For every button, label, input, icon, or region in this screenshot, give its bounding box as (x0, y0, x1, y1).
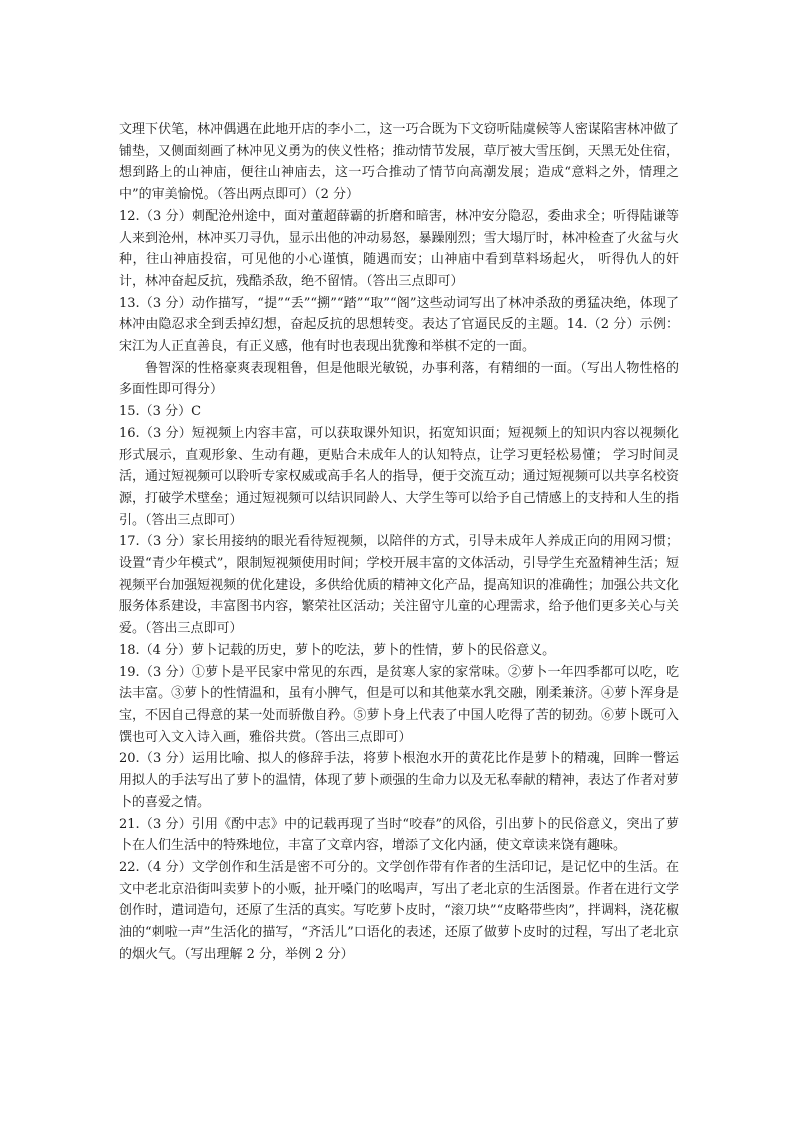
answer-13-14: 13.（3 分）动作描写，“提”“丢”“搠”“踏”“取”“阁”这些动词写出了林冲杀敌的勇猛决绝，体现了林冲由隐忍求全到丢掉幻想，奋起反抗的思想转变。表达了官逼民反的主题。14.（2 分）示例：宋江为人正直善良，有正义感，他有时也表现出犹豫和举棋不定的一面。 (119, 295, 679, 355)
answer-20: 20.（3 分）运用比喻、拟人的修辞手法，将萝卜根泡水开的黄花比作是萝卜的精魂，回眸一瞥运用拟人的手法写出了萝卜的温情，体现了萝卜顽强的生命力以及无私奉献的精神，表达了作者对萝卜的喜爱之情。 (119, 751, 679, 810)
answer-22: 22.（4 分）文学创作和生活是密不可分的。文学创作带有作者的生活印记，是记忆中的生活。在文中老北京沿街叫卖萝卜的小贩，扯开嗓门的吆喝声，写出了老北京的生活图景。作者在进行文学创作时，遣词造句，还原了生活的真实。写吃萝卜皮时，“滚刀块”“皮略带些肉”，拌调料，浇花椒油的“刺啦一声”生活化的描写，“齐活儿”口语化的表述，还原了做萝卜皮时的过程，写出了老北京的烟火气。（写出理解 2 分，举例 2 分） (119, 859, 679, 962)
answer-18: 18.（4 分）萝卜记载的历史，萝卜的吃法，萝卜的性情，萝卜的民俗意义。 (119, 642, 556, 658)
answer-key-document (119, 119, 679, 965)
answer-17: 17.（3 分）家长用接纳的眼光看待短视频，以陪伴的方式，引导未成年人养成正向的用网习惯；设置“青少年模式”，限制短视频使用时间；学校开展丰富的文体活动，引导学生充盈精神生活；短视频平台加强短视频的优化建设，多供给优质的精神文化产品，提高知识的准确性；加强公共文化服务体系建设，丰富图书内容，繁荣社区活动；关注留守儿童的心理需求，给予他们更多关心与关爱。（答出三点即可） (119, 534, 679, 637)
answer-19: 19.（3 分）①萝卜是平民家中常见的东西，是贫寒人家的家常味。②萝卜一年四季都可以吃，吃法丰富。③萝卜的性情温和，虽有小脾气，但是可以和其他菜水乳交融，刚柔兼济。④萝卜浑身是宝，不因自己得意的某一处而骄傲自矜。⑤萝卜身上代表了中国人吃得了苦的韧劲。⑥萝卜既可入馔也可入文入诗入画，雅俗共赏。（答出三点即可） (119, 664, 679, 745)
answer-12: 12.（3 分）刺配沧州途中，面对董超薛霸的折磨和暗害，林冲安分隐忍，委曲求全；听得陆谦等人来到沧州，林冲买刀寻仇，显示出他的冲动易怒，暴躁刚烈；雪大塌厅时，林冲检查了火盆与火种，往山神庙投宿，可见他的小心谨慎，随遇而安；山神庙中看到草料场起火， 听得仇人的奸计，林冲奋起反抗，残酷杀敌，绝不留情。（答出三点即可） (119, 208, 679, 289)
answer-21: 21.（3 分）引用《酌中志》中的记载再现了当时“咬春”的风俗，引出萝卜的民俗意义，突出了萝卜在人们生活中的特殊地位，丰富了文章内容，增添了文化内涵，使文章读来饶有趣味。 (119, 816, 679, 854)
answer-15: 15.（3 分）C (119, 404, 202, 420)
answer-16: 16.（3 分）短视频上内容丰富，可以获取课外知识，拓宽知识面；短视频上的知识内容以视频化形式展示，直观形象、生动有趣，更贴合未成年人的认知特点，让学习更轻松易懂； 学习时间灵活，通过短视频可以聆听专家权威或高手名人的指导，便于交流互动；通过短视频可以共享名校资源，打破学术壁垒；通过短视频可以结识同龄人、大学生等可以给予自己情感上的支持和人生的指引。（答出三点即可） (119, 425, 679, 528)
paragraph-11-continued: 文理下伏笔，林冲偶遇在此地开店的李小二，这一巧合既为下文窃听陆虞候等人密谋陷害林冲做了铺垫，又侧面刻画了林冲见义勇为的侠义性格；推动情节发展，草厅被大雪压倒，天黑无处住宿，想到路上的山神庙，便往山神庙去，这一巧合推动了情节向高潮发展；造成“意料之外，情理之中”的审美愉悦。（答出两点即可）（2 分） (119, 122, 679, 203)
answer-14-continued: 鲁智深的性格豪爽表现粗鲁，但是他眼光敏锐，办事利落，有精细的一面。（写出人物性格的多面性即可得分） (119, 360, 679, 398)
